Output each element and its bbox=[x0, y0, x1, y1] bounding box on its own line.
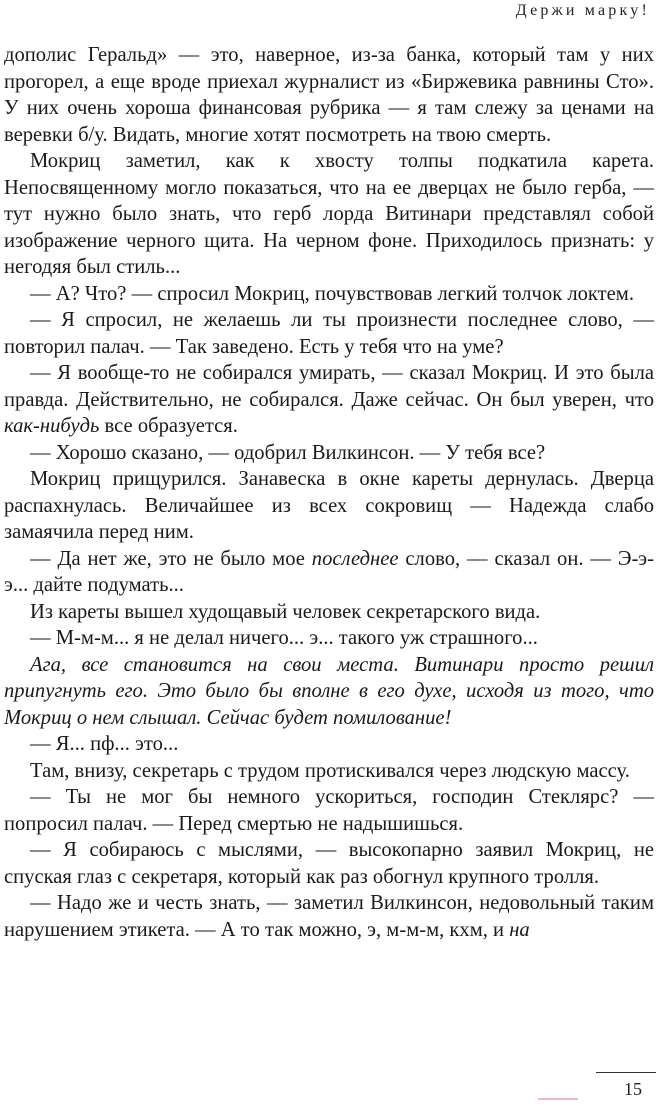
page-number: 15 bbox=[624, 1079, 642, 1099]
body-text bbox=[4, 42, 654, 943]
text-run: — Я вообще-то не собирался умирать, — сказал Мокриц. И это была правда. Действительно, не собирался. Даже сейчас. Он был уверен, что bbox=[4, 362, 654, 411]
paragraph bbox=[4, 466, 654, 546]
text-run: — Я... пф... это... bbox=[30, 733, 179, 755]
text-run: Мокриц прищурился. Занавеска в окне кареты дернулась. Дверца распахнулась. Величайшее из всех сокровищ — Надежда слабо замаячила перед ним. bbox=[4, 468, 654, 543]
text-run: слово, — сказал он. — Э-э-э... дайте подумать... bbox=[4, 547, 654, 596]
paragraph bbox=[4, 307, 654, 360]
text-run: — Надо же и честь знать, — заметил Вилкинсон, недовольный таким нарушением этикета. — А то так можно, э, м-м-м, кхм, и bbox=[4, 892, 654, 941]
text-run: — А? Что? — спросил Мокриц, почувствовав легкий толчок локтем. bbox=[30, 282, 634, 305]
running-head: Держи марку! bbox=[515, 2, 650, 19]
text-run: — Я собираюсь с мыслями, — высокопарно заявил Мокриц, не спуская глаз с секретаря, который как раз обогнул крупного тролля. bbox=[4, 839, 654, 888]
paragraph bbox=[4, 784, 654, 837]
color-mark bbox=[538, 1098, 578, 1100]
paragraph bbox=[4, 281, 654, 308]
italic-text: Ага, все становится на свои места. Витинари просто решил припугнуть его. Это было бы вполне в его духе, исходя из того, что Мокриц о нем слышал. Сейчас будет помилование! bbox=[4, 653, 654, 729]
paragraph bbox=[4, 360, 654, 440]
paragraph bbox=[4, 599, 654, 626]
paragraph bbox=[4, 731, 654, 758]
text-run: все образуется. bbox=[99, 415, 238, 437]
folio-rule bbox=[596, 1072, 656, 1073]
paragraph bbox=[4, 148, 654, 281]
italic-text: как-нибудь bbox=[4, 415, 100, 437]
text-run: — Хорошо сказано, — одобрил Вилкинсон. — У тебя все? bbox=[30, 441, 546, 464]
text-run: — М-м-м... я не делал ничего... э... такого уж страшного... bbox=[30, 627, 538, 649]
paragraph bbox=[4, 652, 654, 732]
italic-text: последнее bbox=[311, 547, 399, 570]
text-run: — Да нет же, это не было мое bbox=[30, 547, 312, 570]
paragraph bbox=[4, 625, 654, 652]
text-run: — Ты не мог бы немного ускориться, господин Стеклярс? — попросил палач. — Перед смертью не надышишься. bbox=[4, 786, 654, 835]
italic-text: на bbox=[509, 918, 530, 941]
paragraph bbox=[4, 440, 654, 467]
text-run: Там, внизу, секретарь с трудом протискивался через людскую массу. bbox=[30, 759, 630, 782]
text-run: Из кареты вышел худощавый человек секретарского вида. bbox=[30, 600, 541, 623]
paragraph bbox=[4, 42, 654, 148]
paragraph bbox=[4, 890, 654, 943]
text-run: Мокриц заметил, как к хвосту толпы подкатила карета. Непосвященному могло показаться, что на ее дверцах не было герба, — тут нужно было знать, что герб лорда Витинари представлял собой изображение черного щита. На черном фоне. Приходилось признать: у негодяя был стиль... bbox=[4, 150, 654, 278]
paragraph bbox=[4, 837, 654, 890]
text-run: — Я спросил, не желаешь ли ты произнести последнее слово, — повторил палач. — Так заведено. Есть у тебя что на уме? bbox=[4, 309, 654, 358]
text-run: дополис Геральд» — это, наверное, из-за банка, который там у них прогорел, а еще вроде приехал журналист из «Биржевика равнины Сто». У них очень хороша финансовая рубрика — я там слежу за ценами на веревки б/у. Видать, многие хотят посмотреть на твою смерть. bbox=[4, 44, 654, 146]
paragraph bbox=[4, 758, 654, 785]
paragraph bbox=[4, 546, 654, 599]
